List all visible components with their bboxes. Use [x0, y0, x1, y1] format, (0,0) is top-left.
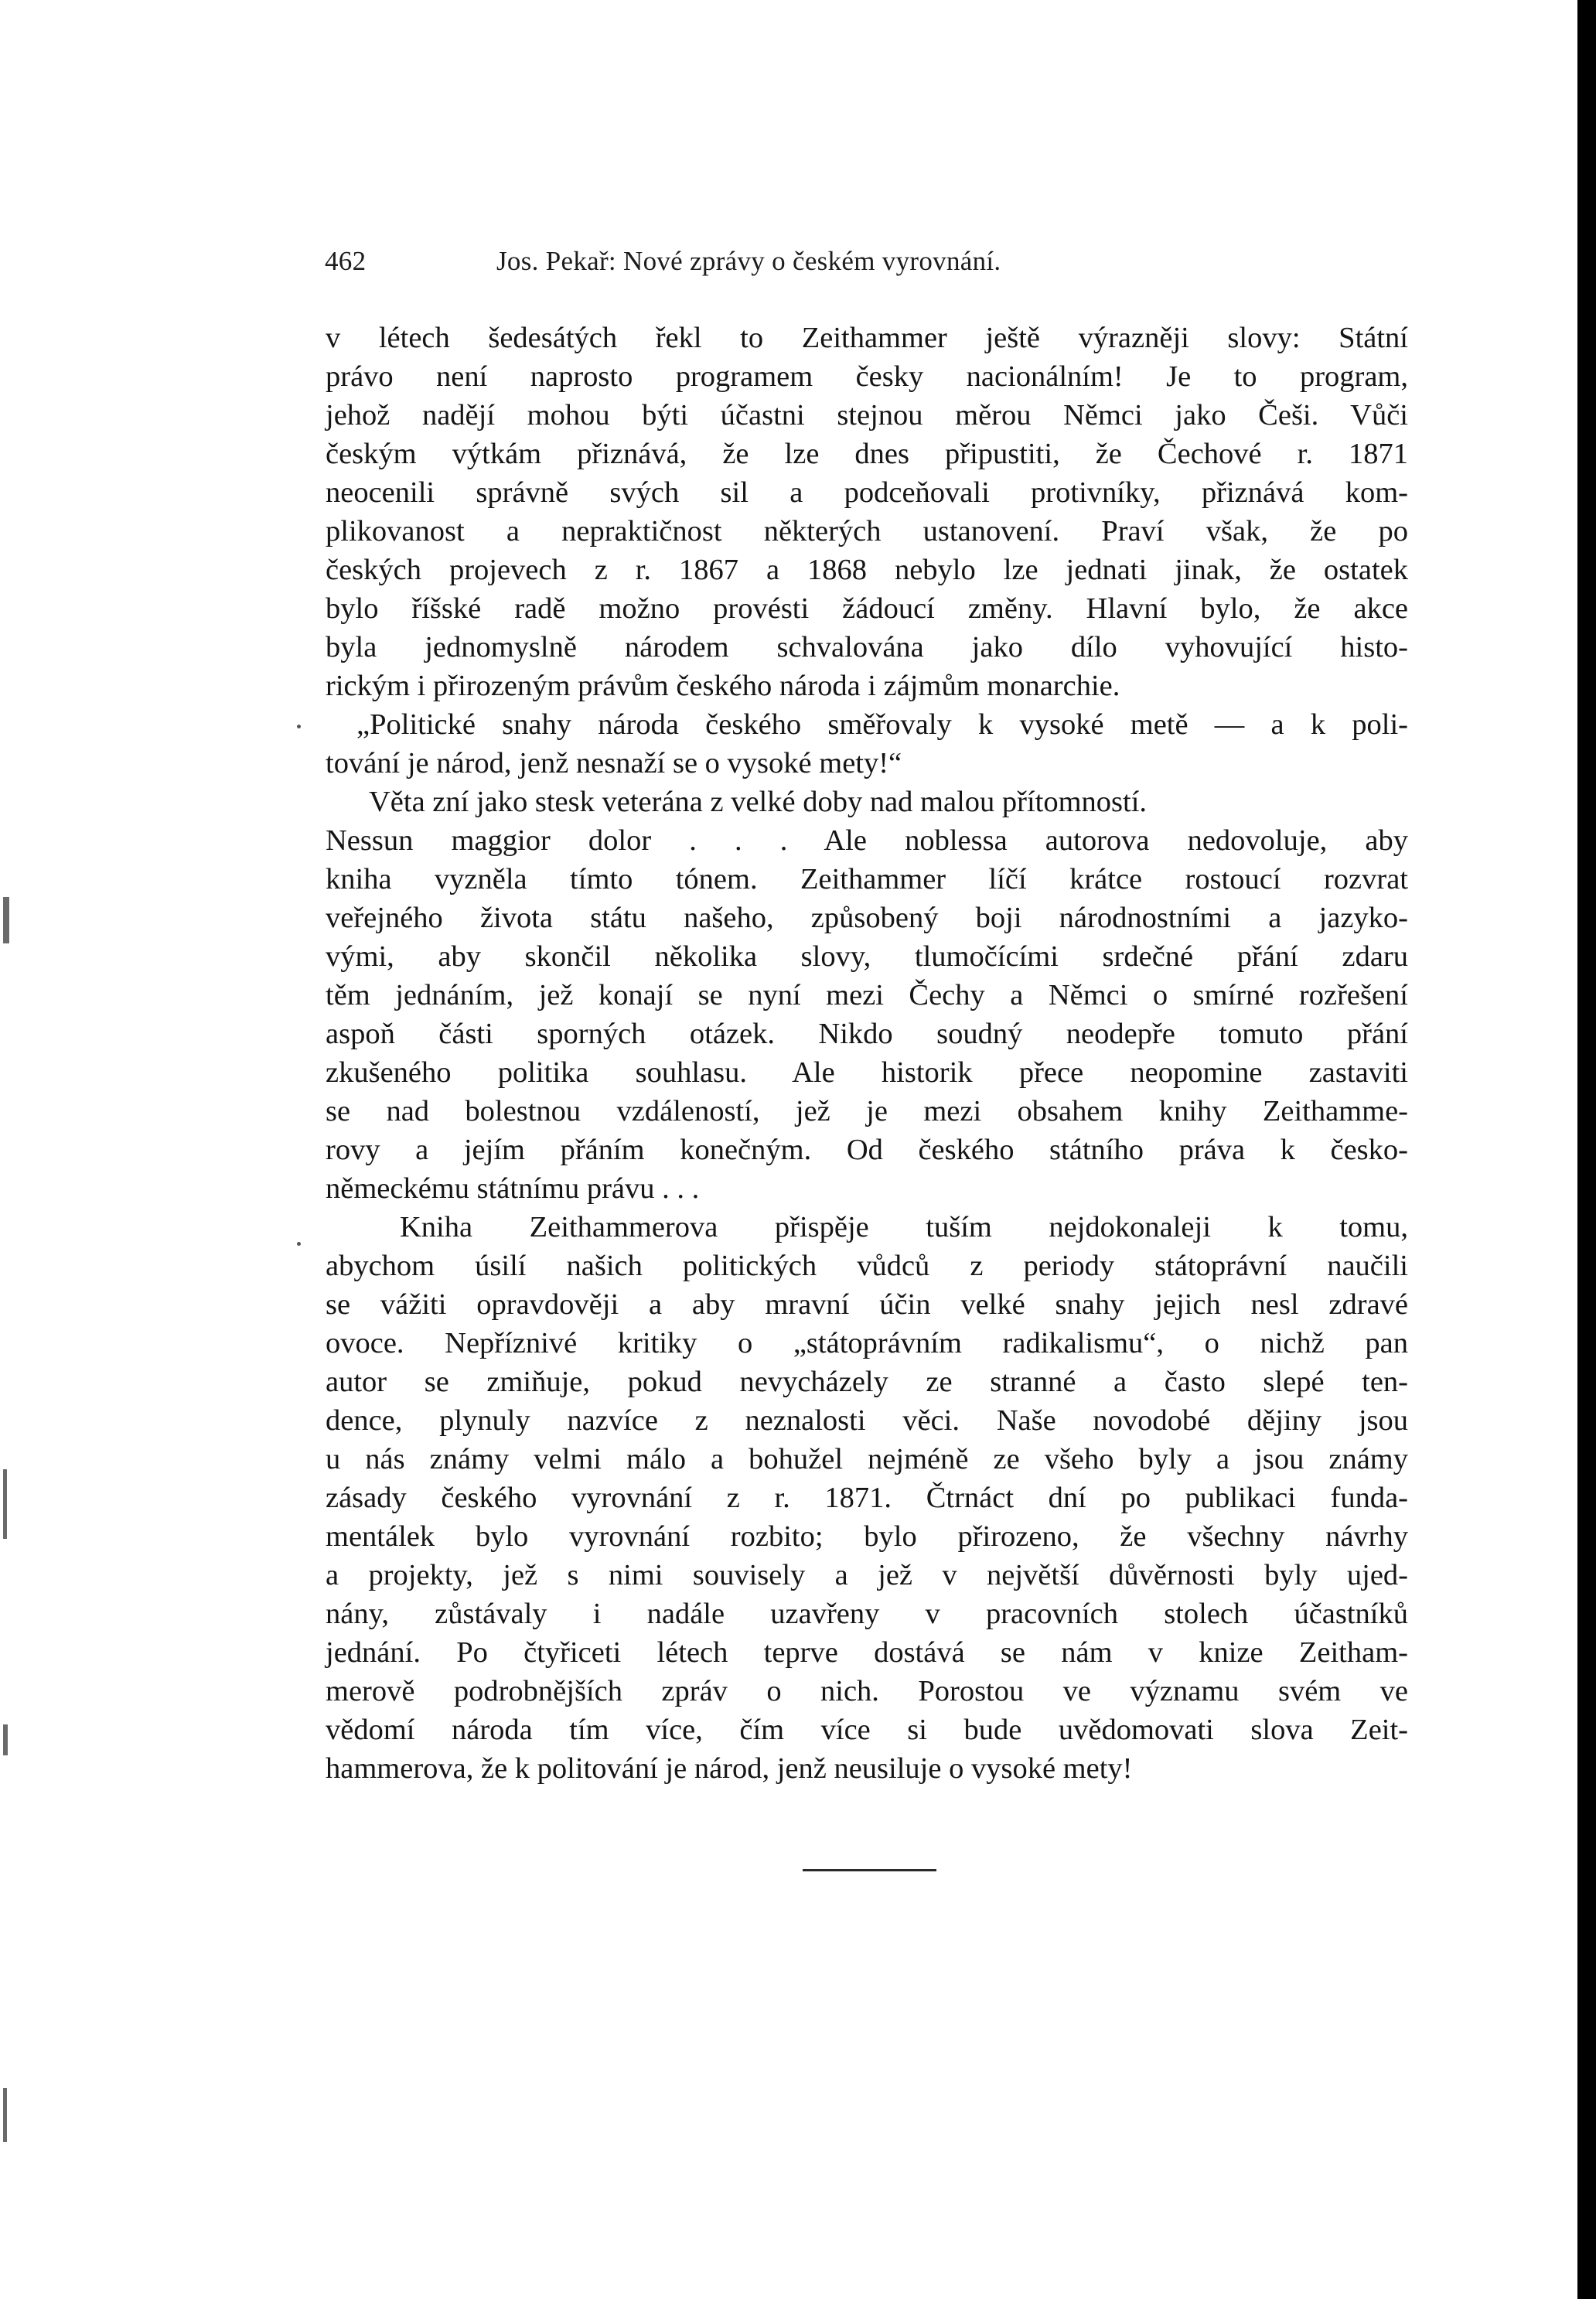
text-line: merově podrobnějších zpráv o nich. Porostou ve významu svém ve	[326, 1675, 1408, 1707]
scan-edge-mark	[3, 1469, 7, 1539]
text-line: kniha vyzněla tímto tónem. Zeithammer líčí krátce rostoucí rozvrat	[326, 863, 1408, 895]
text-line: u nás známy velmi málo a bohužel nejméně ze všeho byly a jsou známy	[326, 1443, 1408, 1475]
text-line: jednání. Po čtyřiceti létech teprve dostává se nám v knize Zeitham-	[326, 1636, 1408, 1669]
text-line: Kniha Zeithammerova přispěje tuším nejdokonaleji k tomu,	[400, 1211, 1408, 1243]
text-line: rickým i přirozeným právům českého národa i zájmům monarchie.	[326, 670, 1120, 702]
text-line: zkušeného politika souhlasu. Ale historik přece neopomine zastaviti	[326, 1056, 1408, 1089]
text-line: zásady českého vyrovnání z r. 1871. Čtrnáct dní po publikaci funda-	[326, 1482, 1408, 1514]
text-line: nány, zůstávaly i nadále uzavřeny v pracovních stolech účastníků	[326, 1598, 1408, 1630]
text-line: dence, plynuly nazvíce z neznalosti věci. Naše novodobé dějiny jsou	[326, 1404, 1408, 1437]
text-line: hammerova, že k politování je národ, jenž neusiluje o vysoké mety!	[326, 1752, 1133, 1785]
text-line: v létech šedesátých řekl to Zeithammer ještě výrazněji slovy: Státní	[326, 322, 1408, 354]
text-line: rovy a jejím přáním konečným. Od českého státního práva k česko-	[326, 1134, 1408, 1166]
scan-border	[1577, 0, 1596, 2299]
page-number: 462	[325, 246, 367, 276]
text-line: autor se zmiňuje, pokud nevycházely ze stranné a často slepé ten-	[326, 1366, 1408, 1398]
text-line: „Politické snahy národa českého směřovaly k vysoké metě — a k poli-	[356, 708, 1408, 741]
scan-edge-mark	[3, 1724, 8, 1755]
text-line: českým výtkám přiznává, že lze dnes připustiti, že Čechové r. 1871	[326, 438, 1408, 470]
text-line: neocenili správně svých sil a podceňovali protivníky, přiznává kom-	[326, 476, 1408, 509]
running-title: Jos. Pekař: Nové zprávy o českém vyrovnání.	[496, 246, 1001, 276]
text-line: německému státnímu právu . . .	[326, 1172, 700, 1205]
text-line: vědomí národa tím více, čím více si bude uvědomovati slova Zeit-	[326, 1714, 1408, 1746]
text-line: tování je národ, jenž nesnaží se o vysoké mety!“	[326, 747, 902, 779]
text-line: veřejného života státu našeho, způsobený boji národnostními a jazyko-	[326, 902, 1408, 934]
text-line: Věta zní jako stesk veterána z velké doby nad malou přítomností.	[369, 786, 1148, 818]
text-line: a projekty, jež s nimi souvisely a jež v největší důvěrnosti byly ujed-	[326, 1559, 1408, 1591]
text-line: právo není naprosto programem česky nacionálním! Je to program,	[326, 360, 1408, 393]
text-line: aspoň části sporných otázek. Nikdo soudný neodepře tomuto přání	[326, 1018, 1408, 1050]
text-line: se nad bolestnou vzdáleností, jež je mezi obsahem knihy Zeithamme-	[326, 1095, 1408, 1127]
scan-edge-mark	[3, 2088, 7, 2142]
text-line: jehož nadějí mohou býti účastni stejnou měrou Němci jako Češi. Vůči	[326, 399, 1408, 431]
text-line: ovoce. Nepříznivé kritiky o „státoprávním radikalismu“, o nichž pan	[326, 1327, 1408, 1359]
page-header	[325, 246, 1407, 292]
margin-dot	[297, 725, 301, 728]
body-text	[326, 319, 1408, 1788]
scan-edge-mark	[3, 897, 9, 943]
text-line: byla jednomyslně národem schvalována jako dílo vyhovující histo-	[326, 631, 1408, 663]
text-line: těm jednáním, jež konají se nyní mezi Čechy a Němci o smírné rozřešení	[326, 979, 1408, 1011]
text-line: abychom úsilí našich politických vůdců z periody státoprávní naučili	[326, 1250, 1408, 1282]
margin-dot	[297, 1242, 301, 1246]
text-line: vými, aby skončil několika slovy, tlumočícími srdečné přání zdaru	[326, 940, 1408, 973]
text-line: se vážiti opravdověji a aby mravní účin velké snahy jejich nesl zdravé	[326, 1288, 1408, 1321]
closing-rule	[803, 1869, 936, 1871]
text-line: mentálek bylo vyrovnání rozbito; bylo přirozeno, že všechny návrhy	[326, 1520, 1408, 1553]
text-line: bylo říšské radě možno provésti žádoucí změny. Hlavní bylo, že akce	[326, 592, 1408, 625]
text-line: Nessun maggior dolor . . . Ale noblessa autorova nedovoluje, aby	[326, 824, 1408, 857]
text-line: českých projevech z r. 1867 a 1868 nebylo lze jednati jinak, že ostatek	[326, 554, 1408, 586]
text-line: plikovanost a nepraktičnost některých ustanovení. Praví však, že po	[326, 515, 1408, 547]
